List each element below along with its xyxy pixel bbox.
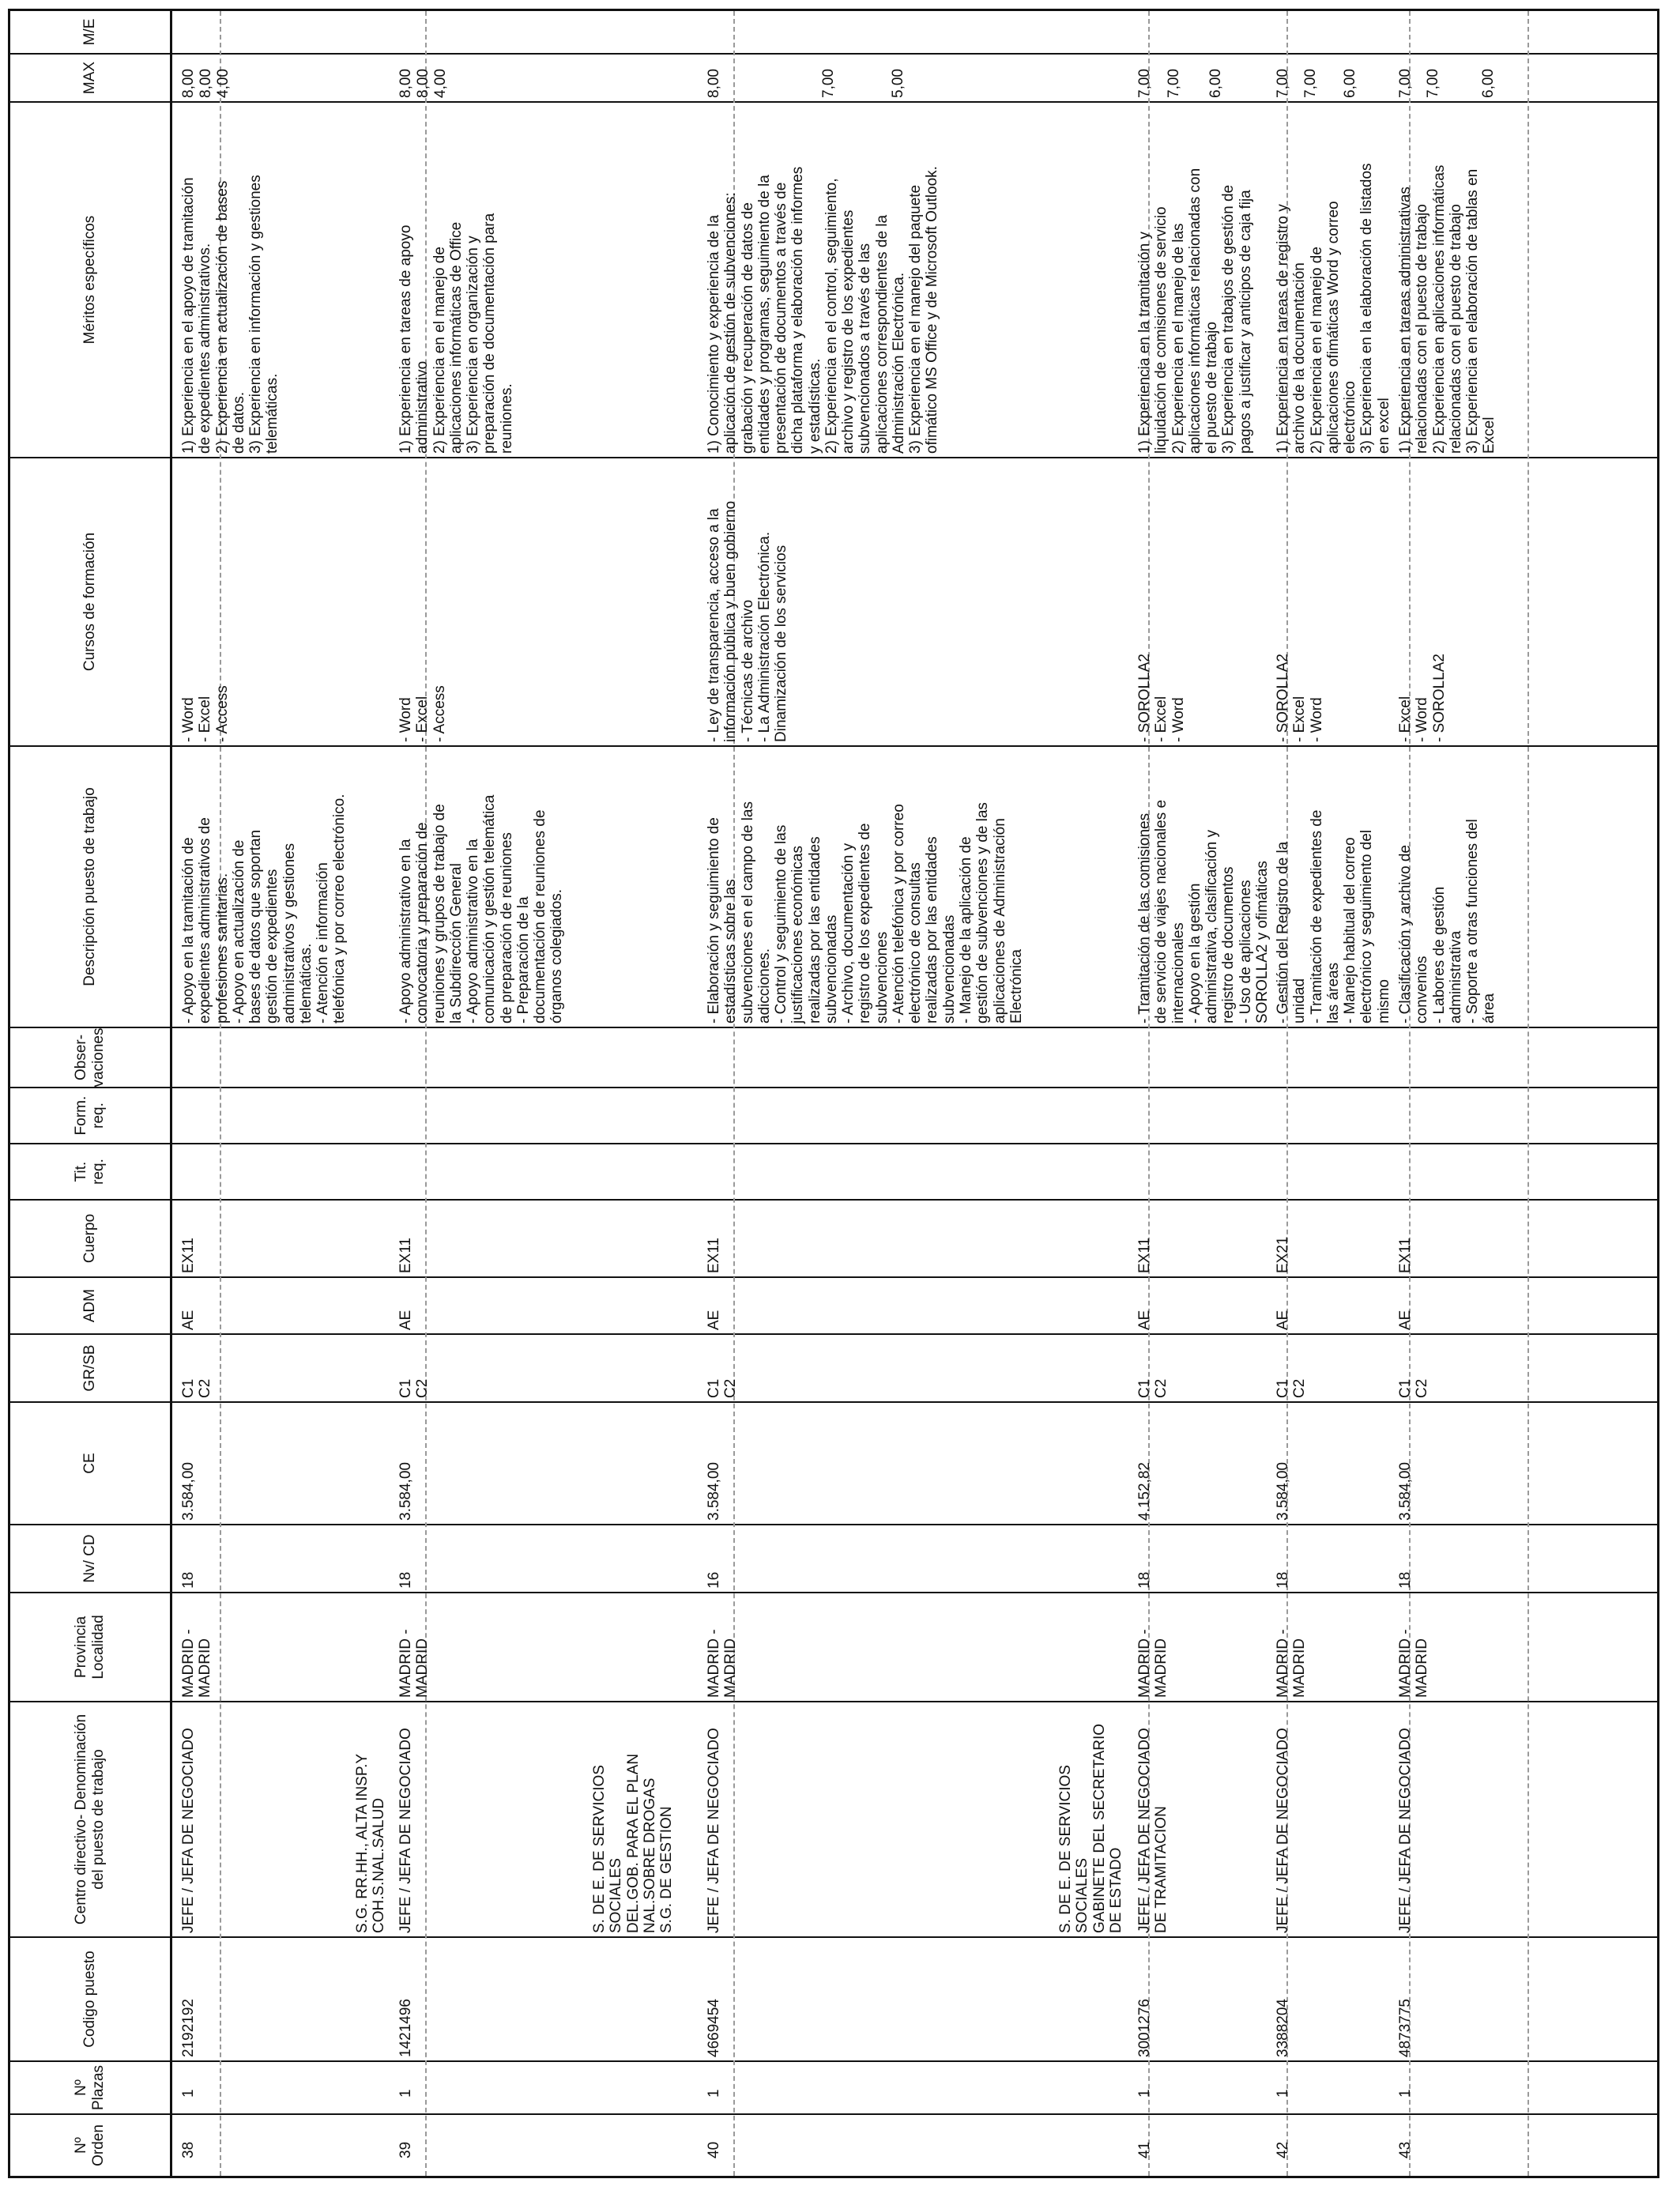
cell-ce: 3.584,00 (180, 1462, 197, 1521)
column-divider (172, 1199, 1657, 1201)
cell-grupo: C1 C2 (1275, 1378, 1309, 1398)
header-obs: Obser- vaciones (10, 1028, 170, 1088)
header-adm: ADM (10, 1278, 170, 1335)
column-divider (172, 53, 1657, 55)
header-plazas: Nº Plazas (10, 2062, 170, 2115)
cell-cursos: - SOROLLA2 - Excel - Word (1275, 654, 1325, 742)
cell-orden: 38 (180, 2141, 197, 2158)
cell-nivel: 18 (1397, 1571, 1414, 1589)
max-score: 7,00 (1397, 69, 1414, 98)
cell-meritos: 1) Conocimiento y experiencia de la aplicación de gestión de subvenciones: grabación y recuperación de datos de entidades y programas, seguimiento de la presentación de documentos a través de dicha plataforma y elaboración de informes y estadísticas. 2) Experiencia en el control, seguimiento, archivo y registro de los expedientes subvencionados a través de las aplicaciones correspondientes de la Administración Electrónica. 3) Experiencia en el manejo del paquete ofimático MS Office y de Microsoft Outlook. (706, 166, 941, 454)
cell-grupo: C1 C2 (1136, 1378, 1170, 1398)
cell-cursos: - Word - Excel - Access (180, 685, 231, 742)
cell-orden: 43 (1397, 2141, 1414, 2158)
table-header (10, 11, 172, 2176)
cell-codigo: 3001276 (1136, 1999, 1153, 2057)
positions-table (8, 9, 1659, 2178)
cell-plazas: 1 (180, 2089, 197, 2098)
cell-cuerpo: EX11 (706, 1237, 722, 1273)
header-me: M/E (10, 11, 170, 55)
cell-plazas: 1 (397, 2089, 414, 2098)
cell-centro: JEFE / JEFA DE NEGOCIADO (706, 1728, 722, 1933)
cell-grupo: C1 C2 (706, 1378, 740, 1398)
cell-nivel: 16 (706, 1571, 722, 1589)
header-cuerpo: Cuerpo (10, 1201, 170, 1278)
cell-adm: AE (397, 1310, 414, 1330)
cell-cuerpo: EX21 (1275, 1236, 1291, 1273)
cell-adm: AE (1136, 1310, 1153, 1330)
max-score: 8,00 (706, 69, 722, 98)
max-score: 8,00 (415, 69, 431, 98)
cell-cuerpo: EX11 (397, 1237, 414, 1273)
cell-cursos: - Ley de transparencia, acceso a la información pública y buen gobierno - Técnicas de archivo - La Administración Electrónica. Dinamización de los servicios (706, 500, 790, 742)
cell-adm: AE (180, 1310, 197, 1330)
column-divider (172, 1936, 1657, 1938)
column-divider (172, 1592, 1657, 1593)
column-divider (172, 1333, 1657, 1335)
cell-descripcion: - Tramitación de las comisiones de servicio de viajes nacionales e internacionales - Apoyo en la gestión administrativa, clasificación y registro de documentos - Uso de aplicaciones SOROLLA2 y ofimáticas (1136, 799, 1271, 1023)
cell-adm: AE (706, 1310, 722, 1330)
organizational-unit: S. DE E. DE SERVICIOS SOCIALES GABINETE DEL SECRETARIO DE ESTADO (1057, 1724, 1124, 1933)
cell-grupo: C1 C2 (397, 1378, 431, 1398)
cell-grupo: C1 C2 (1397, 1378, 1431, 1398)
cell-provincia: MADRID - MADRID (1275, 1629, 1309, 1698)
max-score: 6,00 (1342, 69, 1358, 98)
cell-plazas: 1 (1397, 2089, 1414, 2098)
organizational-unit: S.G. RR.HH., ALTA INSP.Y COH.S.NAL.SALUD (354, 1753, 388, 1933)
cell-cuerpo: EX11 (180, 1237, 197, 1273)
cell-cursos: - SOROLLA2 - Excel - Word (1136, 654, 1187, 742)
cell-descripcion: - Gestión del Registro de la unidad - Tramitación de expedientes de las áreas - Manejo habitual del correo electrónico y seguimiento del mismo (1275, 809, 1392, 1023)
cell-codigo: 4669454 (706, 1999, 722, 2057)
cell-cuerpo: EX11 (1397, 1237, 1414, 1273)
cell-provincia: MADRID - MADRID (180, 1629, 214, 1698)
column-divider (172, 1143, 1657, 1144)
cell-meritos: 1) Experiencia en tareas de apoyo administrativo 2) Experiencia en el manejo de aplicaciones informáticas de Office 3) Experiencia en organización y preparación de documentación para reuniones. (397, 213, 515, 454)
cell-meritos: 1) Experiencia en la tramitación y liquidación de comisiones de servicio 2) Experiencia en el manejo de las aplicaciones informáticas relacionadas con el puesto de trabajo 3) Experiencia en trabajos de gestión de pagos a justificar y anticipos de caja fija (1136, 168, 1254, 454)
max-score: 8,00 (180, 69, 197, 98)
cell-adm: AE (1397, 1310, 1414, 1330)
max-score: 6,00 (1480, 69, 1497, 98)
cell-codigo: 2192192 (180, 1999, 197, 2057)
cell-plazas: 1 (1136, 2089, 1153, 2098)
cell-orden: 40 (706, 2141, 722, 2158)
header-orden: Nº Orden (73, 2124, 107, 2166)
cell-grupo: C1 C2 (180, 1378, 214, 1398)
cell-ce: 3.584,00 (1397, 1462, 1414, 1521)
cell-centro: JEFE / JEFA DE NEGOCIADO DE TRAMITACION (1136, 1728, 1170, 1933)
cell-nivel: 18 (397, 1571, 414, 1589)
column-divider (172, 2113, 1657, 2115)
cell-provincia: MADRID - MADRID (1136, 1629, 1170, 1698)
column-divider (172, 1401, 1657, 1403)
header-max: MAX (10, 55, 170, 103)
max-score: 7,00 (820, 69, 837, 98)
cell-nivel: 18 (180, 1571, 197, 1589)
cell-nivel: 18 (1275, 1571, 1291, 1589)
max-score: 6,00 (1207, 69, 1224, 98)
cell-nivel: 18 (1136, 1571, 1153, 1589)
column-divider (172, 1276, 1657, 1278)
max-score: 5,00 (890, 69, 906, 98)
cell-centro: JEFE / JEFA DE NEGOCIADO (397, 1728, 414, 1933)
cell-plazas: 1 (1275, 2089, 1291, 2098)
cell-meritos: 1) Experiencia en tareas administrativas relacionadas con el puesto de trabajo 2) Experiencia en aplicaciones informáticas relacionadas con el puesto de trabajo 3) Experiencia en elaboración de tablas en Excel (1397, 164, 1498, 454)
cell-codigo: 1421496 (397, 1999, 414, 2057)
cell-ce: 4.152,82 (1136, 1462, 1153, 1521)
header-descripcion: Descripción puesto de trabajo (10, 747, 170, 1028)
cell-orden: 39 (397, 2141, 414, 2158)
cell-cursos: - Word - Excel - Access (397, 685, 448, 742)
max-score: 7,00 (1275, 69, 1291, 98)
cell-centro: JEFE / JEFA DE NEGOCIADO (1397, 1728, 1414, 1933)
cell-provincia: MADRID - MADRID (397, 1629, 431, 1698)
column-divider (172, 1524, 1657, 1525)
header-ce: CE (10, 1403, 170, 1525)
cell-provincia: MADRID - MADRID (1397, 1629, 1431, 1698)
column-divider (172, 1087, 1657, 1088)
cell-centro: JEFE / JEFA DE NEGOCIADO (180, 1728, 197, 1933)
header-form: Form. req. (10, 1088, 170, 1144)
cell-orden: 41 (1136, 2141, 1153, 2158)
cell-codigo: 3388204 (1275, 1999, 1291, 2057)
column-divider (172, 1701, 1657, 1702)
header-nivel: Nv/ CD (10, 1525, 170, 1593)
header-provincia: Provincia Localidad (10, 1593, 170, 1702)
max-score: 7,00 (1302, 69, 1319, 98)
header-tit: Tit. req. (10, 1144, 170, 1201)
cell-centro: JEFE / JEFA DE NEGOCIADO (1275, 1728, 1291, 1933)
cell-cursos: - Excel - Word - SOROLLA2 (1397, 654, 1448, 742)
cell-provincia: MADRID - MADRID (706, 1629, 740, 1698)
cell-descripcion: - Clasificación y archivo de convenios - Labores de gestión administrativa - Soporte a otras funciones del área (1397, 819, 1498, 1023)
header-centro: Centro directivo- Denominación del puesto de trabajo (10, 1702, 170, 1938)
cell-codigo: 4873775 (1397, 1999, 1414, 2057)
organizational-unit: S. DE E. DE SERVICIOS SOCIALES DEL.GOB. PARA EL PLAN NAL.SOBRE DROGAS S.G. DE GESTION (591, 1753, 676, 1933)
cell-cuerpo: EX11 (1136, 1237, 1153, 1273)
max-score: 4,00 (432, 69, 449, 98)
max-score: 8,00 (397, 69, 414, 98)
max-score: 8,00 (198, 69, 214, 98)
header-cursos: Cursos de formación (10, 458, 170, 747)
cell-ce: 3.584,00 (706, 1462, 722, 1521)
max-score: 7,00 (1425, 69, 1441, 98)
max-score: 7,00 (1166, 69, 1182, 98)
row-separator (1527, 11, 1529, 2176)
cell-descripcion: - Elaboración y seguimiento de estadísticas sobre las subvenciones en el campo de las adicciones. - Control y seguimiento de las justificaciones económicas realizadas por las entidades subvencionadas - Archivo, documentación y registro de los expedientes de subvenciones - Atención telefónica y por correo electrónico de consultas realizadas por las entidades subvencionadas - Manejo de la aplicación de gestión de subvenciones y de las aplicaciones de Administración Electrónica (706, 801, 1025, 1023)
cell-descripcion: - Apoyo en la tramitación de expedientes administrativos de profesiones sanitarias. - Apoyo en actualización de bases de datos que soportan gestión de expedientes administrativos y gestiones telemáticas. - Atención e información telefónica y por correo electrónico. (180, 794, 348, 1023)
max-score: 7,00 (1136, 69, 1153, 98)
cell-ce: 3.584,00 (1275, 1462, 1291, 1521)
header-grupo: GR/SB (10, 1335, 170, 1403)
cell-meritos: 1) Experiencia en el apoyo de tramitación de expedientes administrativos. 2) Experiencia en actualización de bases de datos. 3) Experiencia en información y gestiones telemáticas. (180, 175, 281, 454)
cell-ce: 3.584,00 (397, 1462, 414, 1521)
header-meritos: Méritos específicos (10, 103, 170, 458)
cell-plazas: 1 (706, 2089, 722, 2098)
max-score: 4,00 (215, 69, 232, 98)
cell-orden: 42 (1275, 2141, 1291, 2158)
cell-adm: AE (1275, 1310, 1291, 1330)
cell-meritos: 1) Experiencia en tareas de registro y archivo de la documentación 2) Experiencia en el manejo de aplicaciones ofimáticas Word y correo electrónico 3) Experiencia en la elaboración de listados en excel (1275, 163, 1392, 454)
cell-descripcion: - Apoyo administrativo en la convocatoria y preparación de reuniones y grupos de trabajo de la Subdirección General - Apoyo administrativo en la comunicación y gestión telemática de preparación de reuniones - Preparación de la documentación de reuniones de órganos colegiados. (397, 794, 566, 1023)
column-divider (172, 2060, 1657, 2062)
header-codigo: Codigo puesto (10, 1938, 170, 2062)
